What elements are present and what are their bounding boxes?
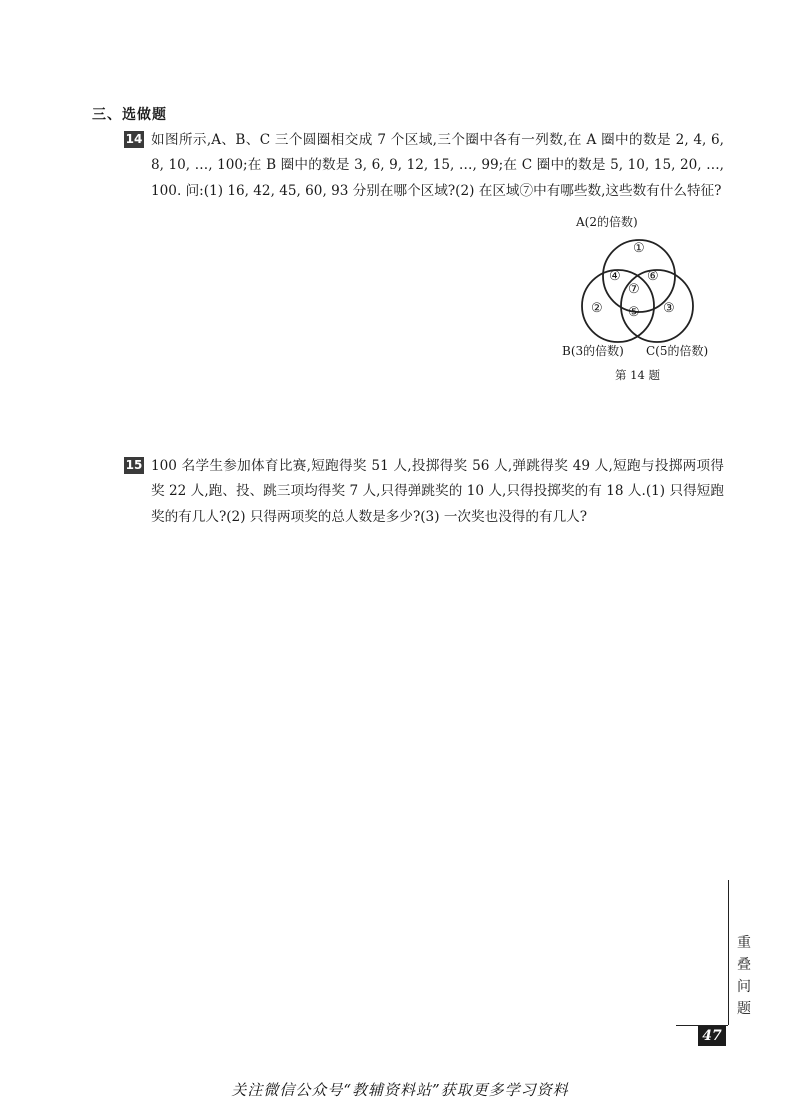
problem-text: 100 名学生参加体育比赛,短跑得奖 51 人,投掷得奖 56 人,弹跳得奖 49 人,短跑与投掷两项得奖 22 人,跑、投、跳三项均得奖 7 人,只得弹跳奖的 10 人,只得投掷奖的有 18 人.(1) 只得短跑奖的有几人?(2) 只得两项奖的总人数是多少?(3) 一次奖也没得的有几人? (151, 458, 724, 525)
problem-number-badge: 15 (125, 458, 143, 472)
problem-15 (124, 454, 724, 530)
figure-caption: 第 14 题 (615, 368, 660, 382)
venn-diagram (556, 208, 736, 388)
problem-14 (124, 128, 724, 204)
label-circle-c: C(5的倍数) (646, 344, 709, 358)
label-circle-a: A(2的倍数) (576, 215, 638, 229)
section-title: 三、选做题 (92, 107, 167, 123)
region-1: ① (633, 241, 645, 256)
problem-number-badge: 14 (125, 132, 143, 146)
region-2: ② (591, 301, 603, 316)
region-6: ⑥ (647, 269, 659, 284)
side-tab-divider (728, 880, 729, 1025)
region-7: ⑦ (628, 282, 640, 297)
problem-text: 如图所示,A、B、C 三个圆圈相交成 7 个区域,三个圈中各有一列数,在 A 圈中的数是 2, 4, 6, 8, 10, …, 100;在 B 圈中的数是 3, 6, 9, 12, 15, …, 99;在 C 圈中的数是 5, 10, 15, 20, …, 100. 问:(1) 16, 42, 45, 60, 93 分别在哪个区域?(2) 在区域⑦中有哪些数,这些数有什么特征? (151, 132, 724, 199)
venn-circles (556, 208, 736, 388)
region-3: ③ (663, 301, 675, 316)
chapter-side-tab (728, 880, 788, 1030)
page-number: 47 (698, 1026, 726, 1046)
region-4: ④ (609, 269, 621, 284)
chapter-title: 重叠问题 (737, 935, 751, 1017)
region-5: ⑤ (628, 305, 640, 320)
label-circle-b: B(3的倍数) (562, 344, 624, 358)
watermark-text: 关注微信公众号“教辅资料站”获取更多学习资料 (231, 1081, 569, 1099)
